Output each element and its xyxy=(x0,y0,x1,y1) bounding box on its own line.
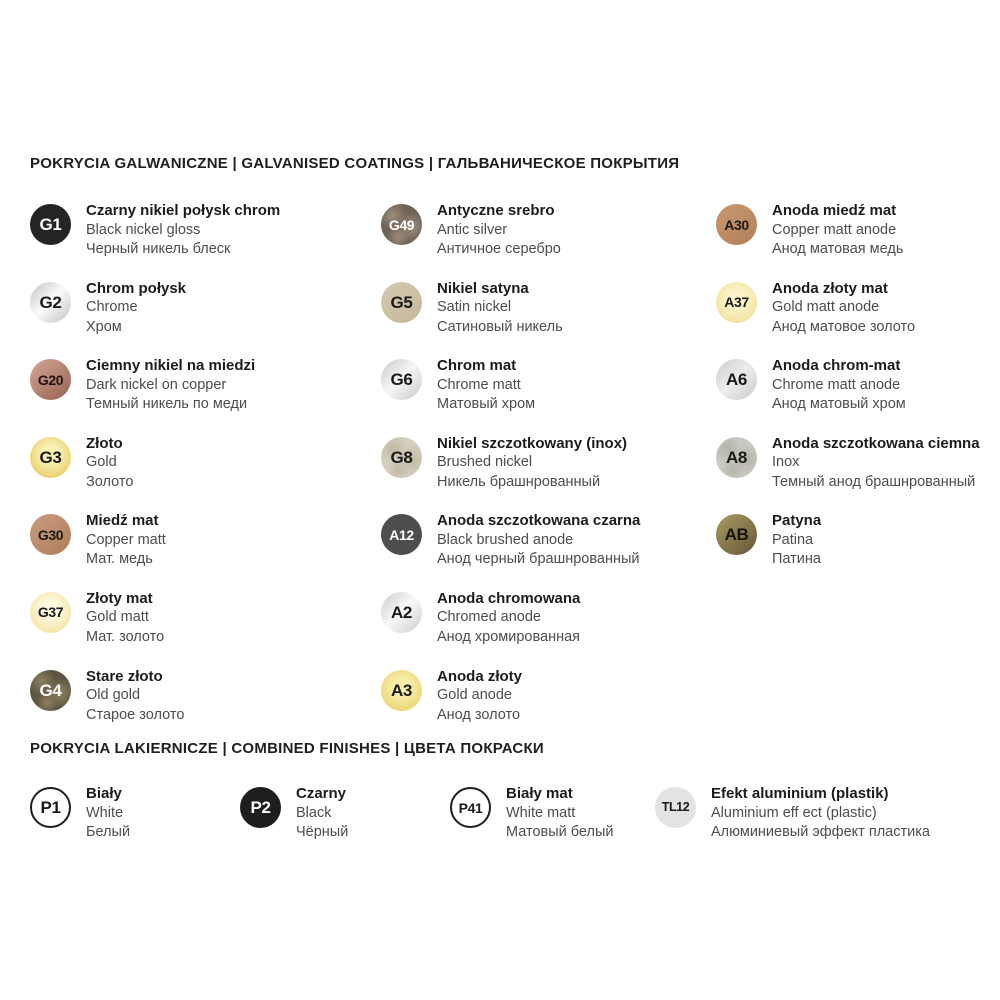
finish-item-p41 xyxy=(450,784,655,843)
finish-name-en: Gold xyxy=(86,454,117,471)
finish-name-en: Chromed anode xyxy=(437,609,541,626)
finish-labels xyxy=(86,667,184,726)
swatch-g4: G4 xyxy=(30,670,71,711)
finish-item-g8 xyxy=(381,434,715,512)
finish-name-en: Gold anode xyxy=(437,687,512,704)
swatch-p1: P1 xyxy=(30,787,71,828)
swatch-tl12: TL12 xyxy=(655,787,696,828)
finish-name-ru: Анод матовое золото xyxy=(772,318,916,335)
swatch-ab: AB xyxy=(716,514,757,555)
finish-name-pl: Anoda miedź mat xyxy=(772,202,897,219)
finish-item-a6 xyxy=(716,356,998,434)
finish-item-tl12 xyxy=(655,784,985,843)
finish-name-ru: Анод матовый хром xyxy=(772,396,906,413)
swatch-p2: P2 xyxy=(240,787,281,828)
finish-item-g4 xyxy=(30,667,380,745)
finish-item-g30 xyxy=(30,511,380,589)
finish-labels xyxy=(86,511,166,570)
lacquer-section-title: POKRYCIA LAKIERNICZE | COMBINED FINISHES | ЦВЕТА ПОКРАСКИ xyxy=(30,740,544,757)
finish-name-ru: Алюминиевый эффект пластика xyxy=(711,824,930,840)
finish-name-pl: Biały xyxy=(86,785,122,802)
finish-item-ab xyxy=(716,511,998,589)
finish-labels xyxy=(437,667,522,726)
finish-item-a37 xyxy=(716,279,998,357)
finish-name-en: Aluminium eff ect (plastic) xyxy=(711,804,877,821)
finish-labels xyxy=(711,784,930,843)
finish-name-pl: Antyczne srebro xyxy=(437,202,555,219)
finish-name-en: Inox xyxy=(772,454,800,471)
finish-labels xyxy=(506,784,614,843)
swatch-g49: G49 xyxy=(381,204,422,245)
swatch-g20: G20 xyxy=(30,359,71,400)
finish-labels xyxy=(437,589,580,648)
finish-name-pl: Anoda złoty xyxy=(437,667,522,685)
finish-name-en: Brushed nickel xyxy=(437,454,533,471)
finish-item-g49 xyxy=(381,201,715,279)
finish-name-pl: Chrom mat xyxy=(437,357,517,375)
finish-name-pl: Chrom połysk xyxy=(86,279,187,297)
swatch-a37: A37 xyxy=(716,282,757,323)
swatch-g2: G2 xyxy=(30,282,71,323)
finish-name-pl: Złoto xyxy=(86,434,123,452)
finish-item-g5 xyxy=(381,279,715,357)
finish-name-en: Gold matt anode xyxy=(772,299,880,316)
galvanic-column-1 xyxy=(30,201,380,744)
swatch-a8: A8 xyxy=(716,437,757,478)
finish-item-g20 xyxy=(30,356,380,434)
finish-name-ru: Анод черный брашнрованный xyxy=(437,551,640,568)
finish-name-ru: Матовый хром xyxy=(437,396,536,413)
swatch-g3: G3 xyxy=(30,437,71,478)
finish-labels xyxy=(437,201,561,260)
finish-labels xyxy=(86,201,280,260)
finish-labels xyxy=(772,511,821,570)
finish-name-ru: Белый xyxy=(86,824,131,840)
swatch-p41: P41 xyxy=(450,787,491,828)
finish-name-pl: Patyna xyxy=(772,512,822,530)
finish-labels xyxy=(86,589,164,648)
finish-labels xyxy=(772,201,903,260)
swatch-a3: A3 xyxy=(381,670,422,711)
lacquer-row xyxy=(30,784,985,843)
finish-name-en: Black xyxy=(296,804,332,821)
finish-name-en: Gold matt xyxy=(86,609,149,626)
swatch-g8: G8 xyxy=(381,437,422,478)
finish-labels xyxy=(772,356,906,415)
galvanic-section-title: POKRYCIA GALWANICZNE | GALVANISED COATINGS | ГАЛЬВАНИЧЕСКОЕ ПОКРЫТИЯ xyxy=(30,155,680,172)
finish-item-a30 xyxy=(716,201,998,279)
finish-name-pl: Anoda szczotkowana czarna xyxy=(437,512,641,530)
finish-name-en: Black brushed anode xyxy=(437,531,574,548)
finish-labels xyxy=(437,434,627,493)
swatch-g1: G1 xyxy=(30,204,71,245)
finish-name-ru: Старое золото xyxy=(86,706,185,723)
finish-name-pl: Anoda szczotkowana ciemna xyxy=(772,434,980,452)
finish-labels xyxy=(772,279,915,338)
swatch-g6: G6 xyxy=(381,359,422,400)
swatch-a6: A6 xyxy=(716,359,757,400)
finish-item-a2 xyxy=(381,589,715,667)
finish-name-ru: Анод хромированная xyxy=(437,628,581,645)
finish-name-en: White matt xyxy=(506,804,576,821)
finish-item-g2 xyxy=(30,279,380,357)
finish-name-ru: Анод матовая медь xyxy=(772,241,904,257)
finish-name-en: Old gold xyxy=(86,687,141,704)
finish-name-ru: Анод золото xyxy=(437,706,521,723)
finish-name-pl: Czarny xyxy=(296,785,347,802)
finish-name-pl: Efekt aluminium (plastik) xyxy=(711,785,889,802)
finish-name-ru: Античное серебро xyxy=(437,241,561,257)
finish-name-ru: Патина xyxy=(772,551,821,568)
finish-name-ru: Золото xyxy=(86,473,134,490)
swatch-a12: A12 xyxy=(381,514,422,555)
finish-name-ru: Темный никель по меди xyxy=(86,396,248,413)
finish-item-p1 xyxy=(30,784,240,843)
finish-item-g37 xyxy=(30,589,380,667)
finish-name-en: Black nickel gloss xyxy=(86,221,201,238)
finish-name-pl: Nikiel szczotkowany (inox) xyxy=(437,434,628,452)
finish-name-en: Copper matt xyxy=(86,531,166,548)
swatch-g30: G30 xyxy=(30,514,71,555)
finish-name-ru: Сатиновый никель xyxy=(437,318,563,335)
finish-name-ru: Мат. золото xyxy=(86,628,165,645)
finish-name-en: White xyxy=(86,804,124,821)
finish-name-ru: Хром xyxy=(86,318,122,335)
finish-item-a12 xyxy=(381,511,715,589)
finish-item-a8 xyxy=(716,434,998,512)
finish-item-g6 xyxy=(381,356,715,434)
finish-name-pl: Złoty mat xyxy=(86,589,153,607)
finish-name-pl: Ciemny nikiel na miedzi xyxy=(86,357,256,375)
finish-item-p2 xyxy=(240,784,450,843)
finish-labels xyxy=(86,784,130,843)
finish-name-en: Patina xyxy=(772,531,814,548)
finish-name-pl: Anoda złoty mat xyxy=(772,279,888,297)
finish-name-en: Copper matt anode xyxy=(772,221,897,238)
finish-name-ru: Чёрный xyxy=(296,824,349,840)
galvanic-column-2 xyxy=(381,201,715,744)
finish-name-ru: Темный анод брашнрованный xyxy=(772,473,976,490)
finish-name-pl: Anoda chrom-mat xyxy=(772,357,901,375)
finish-item-g3 xyxy=(30,434,380,512)
finish-name-pl: Miedź mat xyxy=(86,512,159,530)
finish-name-pl: Nikiel satyna xyxy=(437,279,529,297)
finish-name-pl: Anoda chromowana xyxy=(437,589,581,607)
finish-name-en: Dark nickel on copper xyxy=(86,376,227,393)
finish-labels xyxy=(86,434,133,493)
galvanic-column-3 xyxy=(716,201,998,589)
finish-name-en: Satin nickel xyxy=(437,299,512,316)
swatch-g5: G5 xyxy=(381,282,422,323)
finish-labels xyxy=(772,434,980,493)
finish-name-ru: Никель брашнрованный xyxy=(437,473,601,490)
finish-item-g1 xyxy=(30,201,380,279)
finish-labels xyxy=(437,356,535,415)
finish-labels xyxy=(437,279,563,338)
finish-name-en: Chrome matt xyxy=(437,376,521,393)
finish-labels xyxy=(86,356,255,415)
finish-name-pl: Czarny nikiel połysk chrom xyxy=(86,202,281,219)
finish-labels xyxy=(437,511,640,570)
finish-name-ru: Мат. медь xyxy=(86,551,153,568)
swatch-a30: A30 xyxy=(716,204,757,245)
swatch-a2: A2 xyxy=(381,592,422,633)
finish-name-en: Antic silver xyxy=(437,221,508,238)
finish-item-a3 xyxy=(381,667,715,745)
finish-name-pl: Stare złoto xyxy=(86,667,163,685)
finish-labels xyxy=(86,279,186,338)
finish-name-ru: Черный никель блеск xyxy=(86,241,231,257)
finish-name-pl: Biały mat xyxy=(506,785,573,802)
finish-name-ru: Матовый белый xyxy=(506,824,614,840)
finish-labels xyxy=(296,784,348,843)
finish-name-en: Chrome xyxy=(86,299,138,316)
finish-name-en: Chrome matt anode xyxy=(772,376,901,393)
swatch-g37: G37 xyxy=(30,592,71,633)
